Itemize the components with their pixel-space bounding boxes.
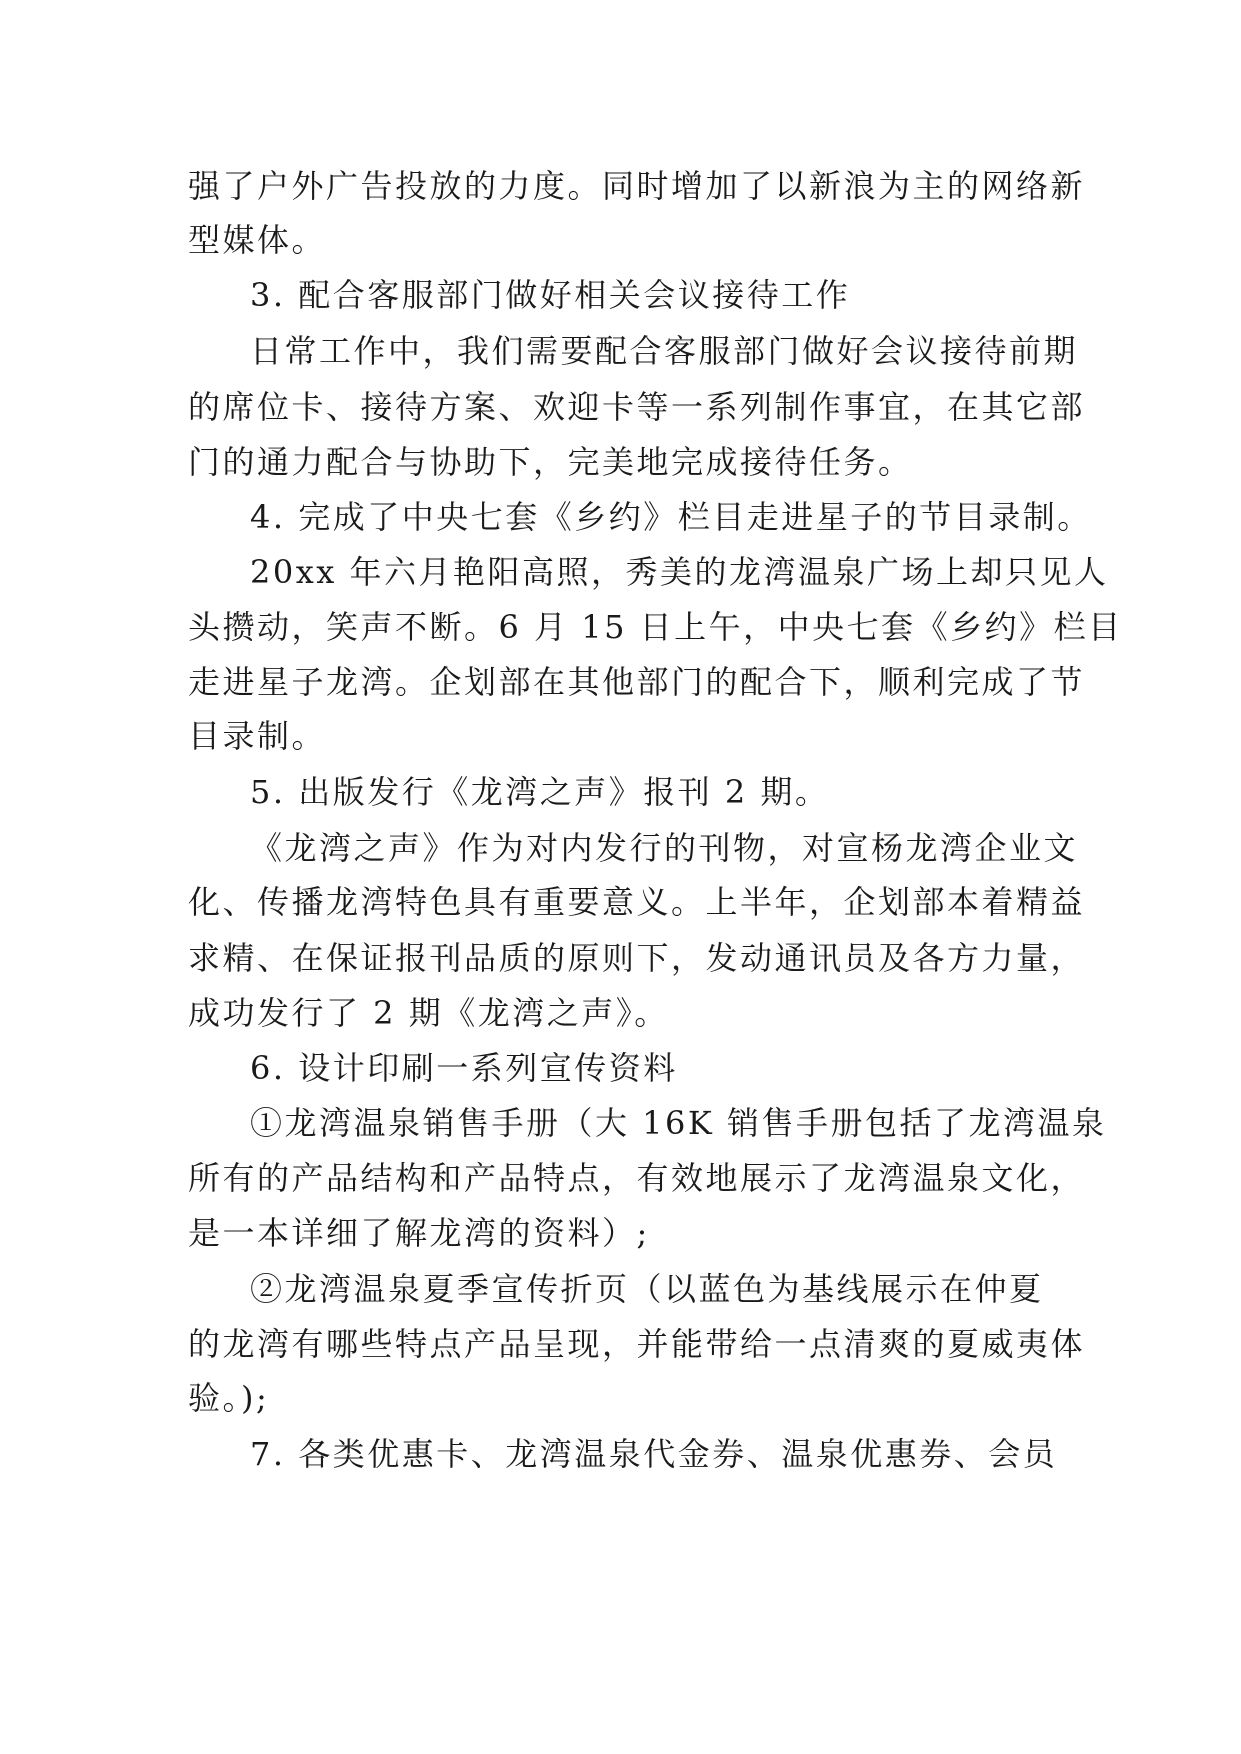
text-line: 求精、在保证报刊品质的原则下，发动通讯员及各方力量，	[188, 939, 1086, 977]
text-line: 是一本详细了解龙湾的资料）;	[188, 1214, 650, 1252]
text-line: 化、传播龙湾特色具有重要意义。上半年，企划部本着精益	[188, 883, 1086, 921]
text-line: 20xx 年六月艳阳高照，秀美的龙湾温泉广场上却只见人	[250, 553, 1109, 591]
text-line: ①龙湾温泉销售手册（大 16K 销售手册包括了龙湾温泉	[250, 1104, 1107, 1142]
text-line: 走进星子龙湾。企划部在其他部门的配合下，顺利完成了节	[188, 663, 1086, 701]
heading-6: 6. 设计印刷一系列宣传资料	[250, 1049, 678, 1087]
text-line: 型媒体。	[188, 221, 327, 259]
heading-3: 3. 配合客服部门做好相关会议接待工作	[250, 276, 851, 314]
text-line: 验。);	[188, 1379, 270, 1417]
text-line: 头攒动，笑声不断。6 月 15 日上午，中央七套《乡约》栏目	[188, 608, 1123, 646]
text-line: 所有的产品结构和产品特点，有效地展示了龙湾温泉文化，	[188, 1159, 1086, 1197]
text-line: 强了户外广告投放的力度。同时增加了以新浪为主的网络新	[188, 167, 1086, 205]
text-line: 目录制。	[188, 717, 327, 755]
heading-4: 4. 完成了中央七套《乡约》栏目走进星子的节目录制。	[250, 498, 1092, 536]
heading-7: 7. 各类优惠卡、龙湾温泉代金券、温泉优惠券、会员	[250, 1435, 1058, 1473]
text-line: 门的通力配合与协助下，完美地完成接待任务。	[188, 443, 913, 481]
text-line: 的席位卡、接待方案、欢迎卡等一系列制作事宜，在其它部	[188, 388, 1086, 426]
text-line: 成功发行了 2 期《龙湾之声》。	[188, 994, 669, 1032]
heading-5: 5. 出版发行《龙湾之声》报刊 2 期。	[250, 773, 830, 811]
text-line: ②龙湾温泉夏季宣传折页（以蓝色为基线展示在仲夏	[250, 1270, 1044, 1308]
text-line: 的龙湾有哪些特点产品呈现，并能带给一点清爽的夏威夷体	[188, 1325, 1086, 1363]
text-line: 《龙湾之声》作为对内发行的刊物，对宣杨龙湾企业文	[250, 829, 1079, 867]
text-line: 日常工作中，我们需要配合客服部门做好会议接待前期	[250, 332, 1079, 370]
